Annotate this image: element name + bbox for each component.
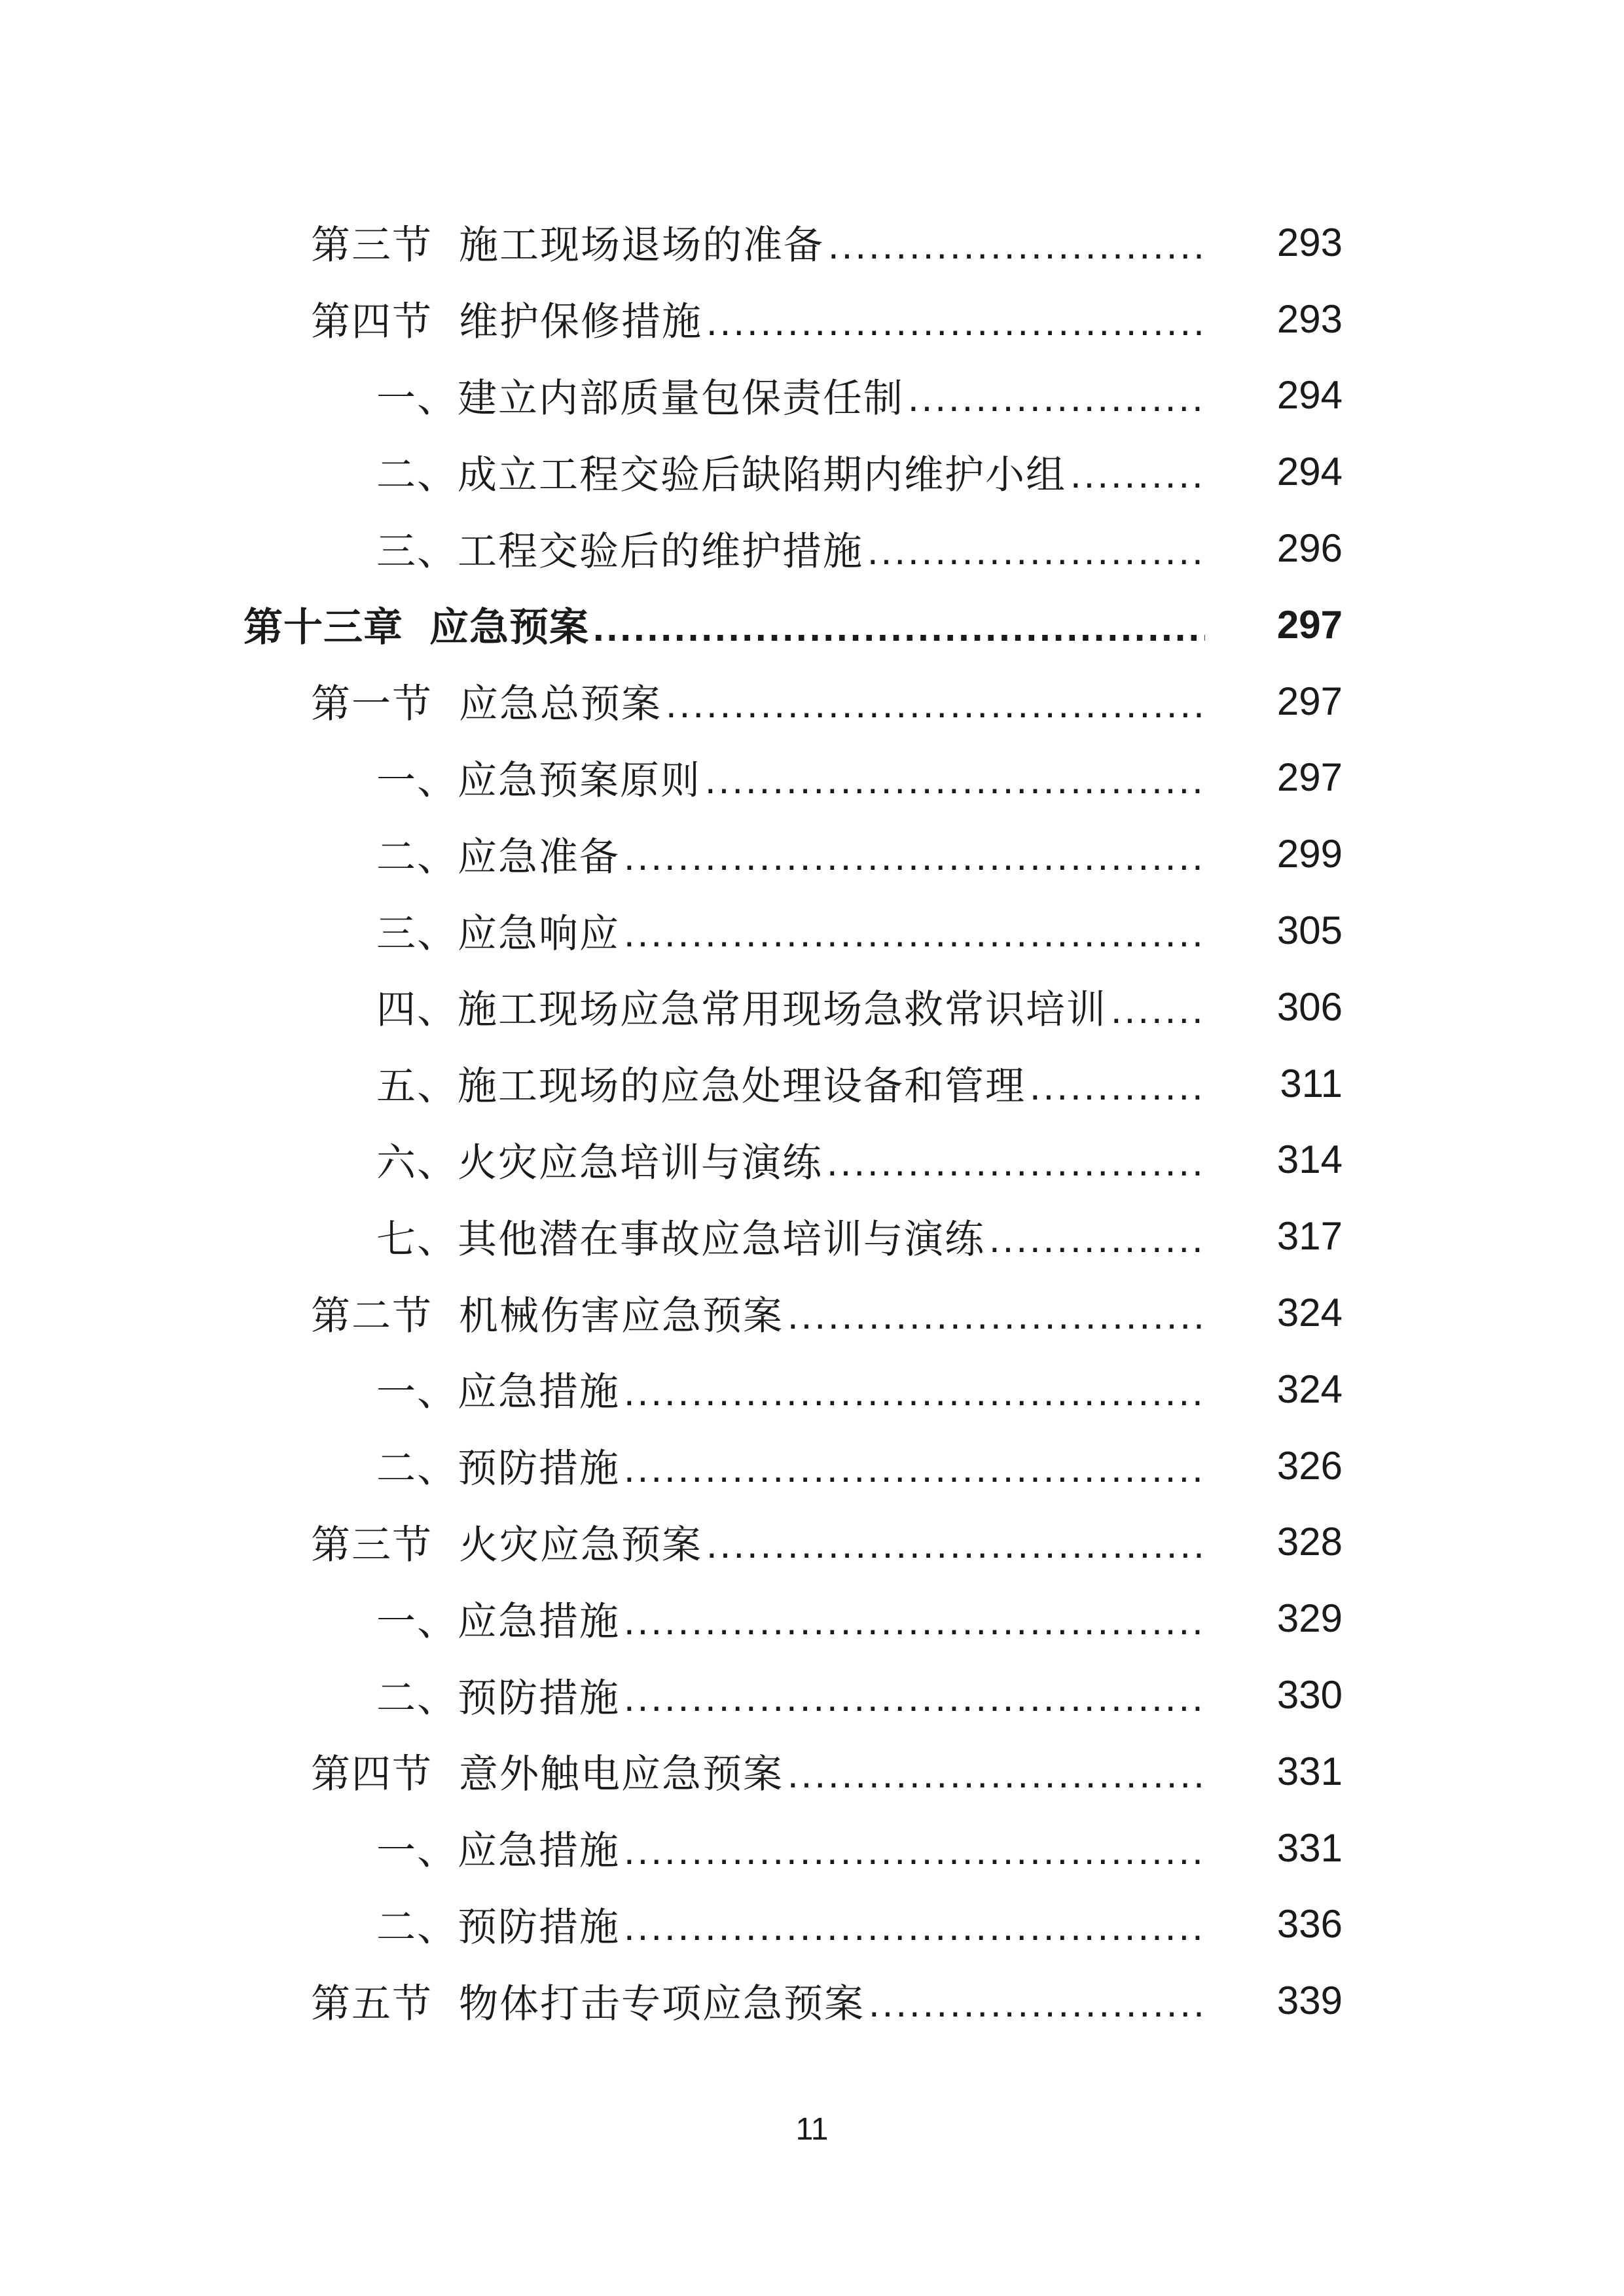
page-number-footer: 11 [795, 2112, 829, 2147]
toc-entry[interactable] [0, 1657, 1624, 1733]
toc-entry-label [376, 1208, 985, 1265]
toc-entry-title: 预防措施 [458, 1904, 620, 1950]
dot-leader [787, 1293, 1205, 1338]
dot-leader [706, 299, 1205, 344]
toc-entry-label [311, 673, 662, 729]
toc-entry-title: 应急措施 [458, 1828, 620, 1874]
toc-entry-page: 328 [1276, 1520, 1343, 1564]
toc-entry-number: 七、 [376, 1216, 458, 1263]
toc-entry[interactable] [0, 1122, 1624, 1198]
toc-entry-label [311, 1973, 865, 2029]
toc-entry-number: 五、 [376, 1064, 458, 1110]
toc-entry-page: 294 [1276, 373, 1343, 418]
toc-entry-page: 324 [1276, 1367, 1343, 1411]
toc-entry-title: 建立内部质量包保责任制 [458, 375, 904, 422]
toc-entry[interactable] [0, 1198, 1624, 1274]
toc-entry-label [376, 826, 620, 882]
dot-leader [1070, 452, 1205, 497]
toc-entry-number: 一、 [376, 757, 458, 804]
dot-leader [624, 834, 1205, 879]
toc-entry[interactable] [0, 892, 1624, 969]
dot-leader [624, 1369, 1205, 1414]
toc-entry-title: 成立工程交验后缺陷期内维护小组 [458, 452, 1066, 498]
toc-entry-number: 一、 [376, 1828, 458, 1874]
toc-entry-page: 293 [1276, 220, 1343, 264]
toc-entry[interactable] [0, 1886, 1624, 1963]
toc-entry-title: 施工现场退场的准备 [459, 223, 824, 269]
toc-entry[interactable] [0, 433, 1624, 510]
dot-leader [624, 1904, 1205, 1949]
toc-entry-title: 火灾应急预案 [459, 1522, 702, 1568]
toc-entry[interactable] [0, 1045, 1624, 1122]
toc-entry-number: 第四节 [311, 1751, 433, 1798]
dot-leader [869, 1981, 1205, 2026]
toc-entry-label [376, 1132, 823, 1188]
toc-entry-number: 第十三章 [244, 605, 403, 651]
toc-entry-page: 329 [1276, 1596, 1343, 1641]
dot-leader [827, 1139, 1205, 1185]
toc-entry-page: 324 [1276, 1291, 1343, 1335]
toc-entry-title: 意外触电应急预案 [459, 1751, 784, 1798]
toc-entry[interactable] [0, 969, 1624, 1045]
dot-leader [705, 757, 1205, 802]
toc-entry[interactable] [0, 1351, 1624, 1427]
toc-entry-title: 机械伤害应急预案 [459, 1293, 784, 1339]
toc-entry-page: 326 [1276, 1443, 1343, 1488]
toc-entry-title: 应急响应 [458, 910, 620, 957]
toc-entry-page: 331 [1276, 1749, 1343, 1793]
dot-leader [867, 528, 1205, 573]
toc-entry-title: 应急准备 [458, 834, 620, 880]
toc-entry-title: 预防措施 [458, 1675, 620, 1721]
toc-entry-page: 297 [1276, 679, 1343, 723]
toc-entry[interactable] [0, 740, 1624, 816]
toc-entry-label [376, 1896, 620, 1952]
toc-entry-title: 应急总预案 [459, 681, 662, 728]
toc-entry-number: 一、 [376, 1598, 458, 1645]
toc-entry-number: 一、 [376, 375, 458, 422]
toc-entry[interactable] [0, 1810, 1624, 1886]
toc-entry[interactable] [0, 1274, 1624, 1351]
toc-entry-label [376, 1437, 620, 1494]
toc-entry-number: 第五节 [311, 1981, 433, 2027]
toc-entry-title: 施工现场应急常用现场急救常识培训 [458, 987, 1107, 1033]
toc-entry-label [376, 749, 701, 806]
toc-entry-number: 二、 [376, 834, 458, 880]
toc-entry-label [376, 367, 904, 423]
toc-entry-label [244, 596, 589, 653]
toc-entry[interactable] [0, 1962, 1624, 2039]
toc-entry-label [311, 1743, 784, 1799]
toc-entry[interactable] [0, 1504, 1624, 1581]
toc-entry-number: 第三节 [311, 1522, 433, 1568]
toc-entry-label [376, 1055, 1026, 1111]
toc-entry-label [311, 1285, 784, 1341]
toc-entry-page: 336 [1276, 1902, 1343, 1946]
toc-entry-title: 应急预案原则 [458, 757, 701, 804]
toc-entry[interactable] [0, 1427, 1624, 1504]
dot-leader [828, 223, 1205, 268]
toc-entry-label [376, 1820, 620, 1876]
toc-entry-number: 二、 [376, 1675, 458, 1721]
toc-entry-number: 二、 [376, 1904, 458, 1950]
toc-entry-page: 297 [1276, 755, 1343, 800]
toc-entry-number: 一、 [376, 1369, 458, 1416]
toc-entry-label [376, 903, 620, 959]
toc-entry-label [311, 1514, 702, 1570]
toc-entry-number: 六、 [376, 1139, 458, 1186]
toc-entry[interactable] [0, 510, 1624, 586]
toc-entry-page: 317 [1276, 1214, 1343, 1259]
dot-leader [624, 910, 1205, 956]
toc-entry-title: 应急预案 [429, 605, 589, 651]
dot-leader [787, 1751, 1205, 1797]
toc-entry-number: 第三节 [311, 223, 433, 269]
toc-entry[interactable] [0, 1580, 1624, 1657]
dot-leader [666, 681, 1205, 726]
toc-entry-label [311, 214, 824, 270]
toc-entry-label [376, 1667, 620, 1723]
toc-entry-title: 其他潜在事故应急培训与演练 [458, 1216, 985, 1263]
dot-leader [624, 1675, 1205, 1720]
table-of-contents [0, 204, 1624, 2039]
dot-leader [624, 1598, 1205, 1643]
toc-entry-page: 293 [1276, 296, 1343, 341]
toc-entry-page: 297 [1276, 602, 1343, 647]
toc-entry[interactable] [0, 1733, 1624, 1810]
toc-entry-label [376, 1361, 620, 1417]
toc-entry-title: 工程交验后的维护措施 [458, 528, 863, 575]
dot-leader [908, 375, 1205, 420]
toc-entry[interactable] [0, 816, 1624, 892]
toc-entry-label [376, 520, 863, 577]
toc-entry[interactable] [0, 357, 1624, 434]
dot-leader [593, 605, 1205, 650]
toc-entry-title: 应急措施 [458, 1369, 620, 1416]
toc-entry-page: 311 [1280, 1061, 1343, 1105]
dot-leader [706, 1522, 1205, 1567]
toc-entry-page: 296 [1276, 526, 1343, 571]
toc-entry[interactable] [0, 281, 1624, 357]
toc-entry-page: 314 [1276, 1138, 1343, 1182]
toc-entry-title: 物体打击专项应急预案 [459, 1981, 865, 2027]
toc-entry-number: 第四节 [311, 299, 433, 346]
toc-entry-number: 四、 [376, 987, 458, 1033]
toc-entry-number: 三、 [376, 910, 458, 957]
toc-entry-page: 331 [1276, 1825, 1343, 1870]
dot-leader [1111, 987, 1205, 1032]
toc-entry-page: 330 [1276, 1673, 1343, 1717]
toc-entry-label [376, 1590, 620, 1647]
toc-entry-page: 339 [1276, 1979, 1343, 2023]
toc-entry-number: 二、 [376, 452, 458, 498]
toc-entry-label [376, 978, 1107, 1035]
toc-entry-page: 294 [1276, 450, 1343, 494]
toc-entry[interactable] [0, 663, 1624, 740]
toc-entry-title: 施工现场的应急处理设备和管理 [458, 1064, 1026, 1110]
dot-leader [989, 1216, 1205, 1261]
toc-entry-label [376, 444, 1066, 500]
toc-entry-label [311, 291, 702, 347]
toc-entry[interactable] [0, 204, 1624, 281]
toc-entry-page: 305 [1276, 908, 1343, 953]
toc-entry-title: 维护保修措施 [459, 299, 702, 346]
toc-chapter-entry[interactable] [0, 586, 1624, 663]
dot-leader [624, 1446, 1205, 1491]
toc-entry-page: 299 [1276, 832, 1343, 876]
toc-entry-title: 应急措施 [458, 1598, 620, 1645]
toc-entry-number: 三、 [376, 528, 458, 575]
toc-entry-title: 火灾应急培训与演练 [458, 1139, 823, 1186]
dot-leader [624, 1828, 1205, 1873]
toc-entry-title: 预防措施 [458, 1446, 620, 1492]
toc-entry-page: 306 [1276, 984, 1343, 1029]
dot-leader [1030, 1064, 1205, 1109]
toc-entry-number: 第一节 [311, 681, 433, 728]
toc-entry-number: 二、 [376, 1446, 458, 1492]
toc-entry-number: 第二节 [311, 1293, 433, 1339]
